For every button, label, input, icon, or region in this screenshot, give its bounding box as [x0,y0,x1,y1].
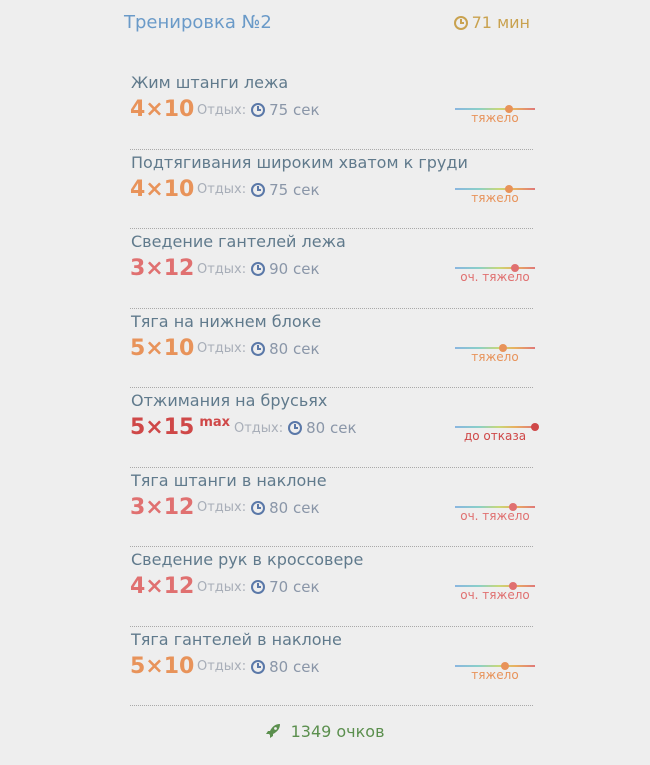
rest-time [197,499,320,517]
intensity-label: тяжело [471,190,519,205]
intensity-label: тяжело [471,349,519,364]
intensity-label: тяжело [471,667,519,682]
sets-reps: 3×12 [130,494,195,520]
rest-label: Отдых: [197,579,247,595]
exercise-item[interactable] [130,229,533,309]
clock-icon [251,580,265,594]
max-badge: max [199,415,231,430]
workout-duration [454,13,530,32]
clock-icon [251,342,265,356]
rest-label: Отдых: [197,500,247,515]
exercise-sets [130,495,194,520]
rest-time [197,658,320,676]
intensity-scale [455,585,535,605]
rest-time [197,260,320,278]
rest-value: 75 сек [269,180,320,199]
intensity-bar [455,108,535,110]
intensity-scale [455,665,535,685]
exercise-item[interactable] [130,309,533,389]
intensity-bar [455,585,535,587]
exercise-item[interactable] [130,150,533,230]
exercise-name: Сведение рук в кроссовере [131,550,364,569]
clock-icon [251,103,265,117]
intensity-bar [455,267,535,269]
rest-label: Отдых: [197,182,247,197]
exercise-sets [130,654,194,679]
exercise-name: Подтягивания широким хватом к груди [131,152,468,172]
exercise-sets [130,336,194,361]
intensity-scale [455,426,535,446]
exercise-item[interactable] [130,547,533,627]
points-value: 1349 очков [290,722,385,741]
sets-reps: 4×10 [130,176,195,202]
intensity-scale [455,506,535,526]
rest-label: Отдых: [197,341,247,356]
intensity-scale [455,347,535,367]
rest-time [197,340,320,358]
exercise-name: Жим штанги лежа [131,73,289,92]
workout-title: Тренировка №2 [124,12,272,33]
sets-reps: 5×10 [130,335,195,361]
intensity-bar [455,347,535,349]
intensity-label: оч. тяжело [460,588,530,602]
exercise-name: Тяга штанги в наклоне [131,470,327,490]
sets-reps: 5×15 [130,415,195,440]
rest-value: 80 сек [306,419,357,437]
intensity-bar [455,506,535,508]
workout-header [112,0,550,48]
clock-icon [251,262,265,276]
exercise-item[interactable] [130,70,533,150]
intensity-bar [455,426,535,428]
exercise-item[interactable] [130,627,533,707]
exercise-name: Тяга гантелей в наклоне [131,629,342,649]
intensity-label: оч. тяжело [460,270,530,284]
rest-label: Отдых: [234,420,284,436]
exercise-name: Отжимания на брусьях [131,391,328,410]
rest-value: 75 сек [269,101,320,119]
exercise-name: Тяга на нижнем блоке [131,311,322,331]
rest-label: Отдых: [197,261,247,277]
exercise-sets [130,574,194,599]
exercise-item[interactable] [130,468,533,548]
exercise-sets [130,256,194,281]
clock-icon [251,183,265,197]
clock-icon [251,660,265,674]
rest-label: Отдых: [197,102,247,118]
intensity-bar [455,188,535,190]
sets-reps: 3×12 [130,256,195,281]
intensity-label: до отказа [463,429,527,443]
rest-time [197,181,320,199]
rest-time [197,101,320,119]
exercise-list [130,70,533,706]
rocket-icon [265,723,281,739]
exercise-sets [130,415,230,440]
rest-time [234,419,357,437]
sets-reps: 4×12 [130,574,195,599]
intensity-label: оч. тяжело [460,508,530,523]
rest-value: 80 сек [269,339,320,358]
clock-icon [454,16,468,30]
rest-value: 90 сек [269,260,320,278]
exercise-sets [130,97,194,122]
rest-time [197,578,320,596]
rest-value: 80 сек [269,657,320,676]
exercise-name: Сведение гантелей лежа [131,232,346,251]
duration-value: 71 мин [471,13,530,32]
clock-icon [288,421,302,435]
exercise-sets [130,177,194,202]
intensity-scale [455,267,535,287]
intensity-label: тяжело [471,111,519,125]
points-total [0,722,650,741]
rest-label: Отдых: [197,659,247,674]
rest-value: 80 сек [269,498,320,517]
sets-reps: 4×10 [130,97,195,122]
rest-value: 70 сек [269,578,320,596]
intensity-bar [455,665,535,667]
intensity-scale [455,108,535,128]
intensity-scale [455,188,535,208]
clock-icon [251,501,265,515]
sets-reps: 5×10 [130,653,195,679]
exercise-item[interactable] [130,388,533,468]
